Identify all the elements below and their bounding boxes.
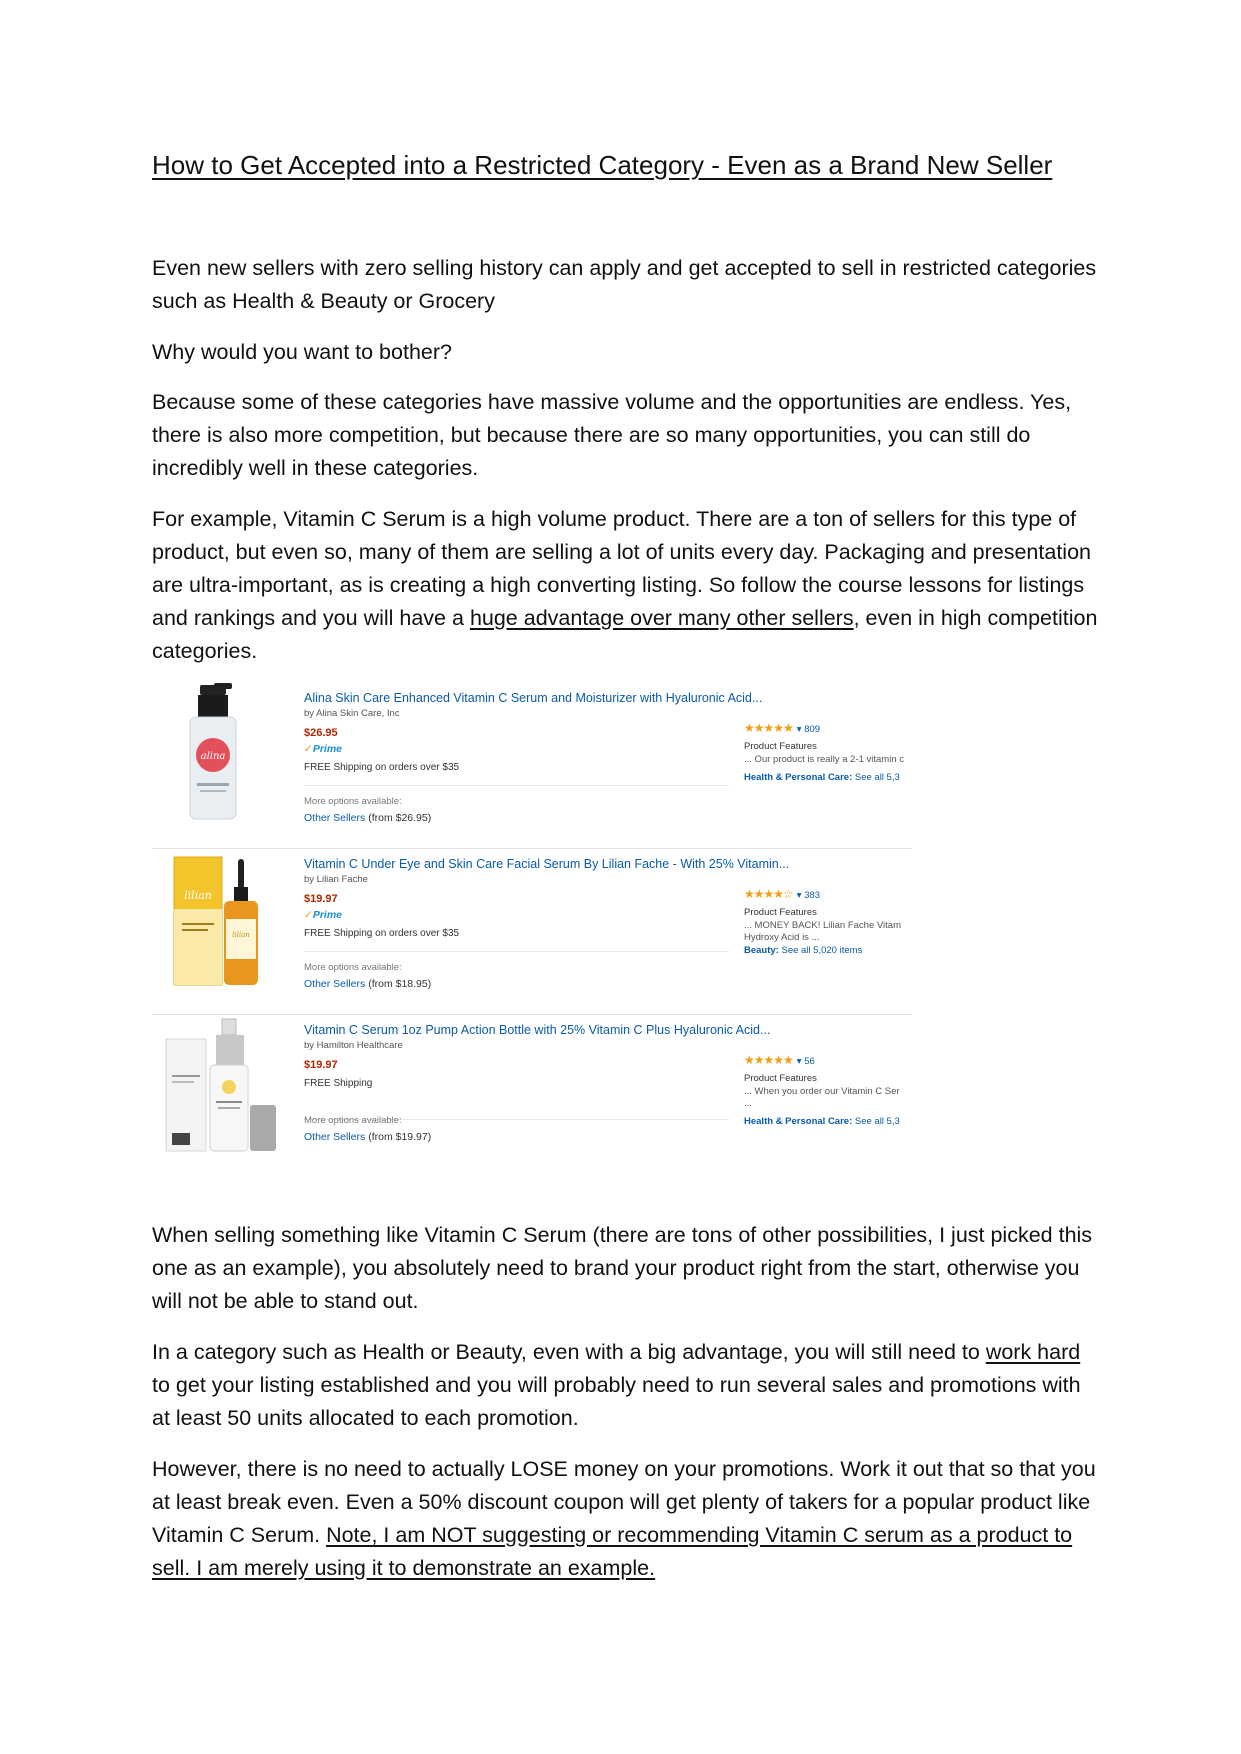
paragraph-branding: When selling something like Vitamin C Serum (there are tons of other possibilities, I just picked this one as an example), you absolutely need to brand your product right from the start, otherwise you will not be able to stand out. [152, 1223, 1093, 1313]
pump-bottle-with-box-icon [152, 1015, 280, 1155]
category-link[interactable] [744, 945, 912, 956]
rating[interactable] [744, 719, 820, 737]
other-sellers [304, 978, 431, 990]
star-rating-icon: ★★★★★ [744, 1053, 793, 1067]
product-feature-snippet: ... When you order our Vitamin C Ser [744, 1086, 900, 1097]
product-title-link[interactable]: Alina Skin Care Enhanced Vitamin C Serum and Moisturizer with Hyaluronic Acid... [304, 691, 763, 705]
paragraph-work-hard [152, 1336, 1102, 1435]
divider [304, 951, 729, 952]
product-features-heading: Product Features [744, 741, 817, 752]
review-count[interactable]: ▾ 383 [796, 890, 821, 901]
underlined-work-hard: work hard [985, 1340, 1081, 1364]
lilian-fache-box-dropper-icon [152, 849, 280, 989]
other-sellers [304, 1131, 431, 1143]
category-see-all[interactable]: See all 5,3 [854, 1116, 900, 1127]
prime-check-icon: ✓ [304, 909, 313, 921]
more-options-label: More options available: [304, 962, 402, 973]
paragraph-example [152, 503, 1102, 668]
product-feature-snippet-2: ... [744, 1098, 752, 1109]
svg-text:lilian: lilian [232, 931, 250, 939]
product-features-heading: Product Features [744, 907, 817, 918]
paragraph-promotions-text: However, there is no need to actually LOSE money on your promotions. Work it out that so that you at least break even. Even a 50% discount coupon will get plenty of takers for a popular product like Vitamin C Serum. [152, 1457, 1096, 1547]
category-label: Health & Personal Care: [744, 1116, 853, 1127]
category-link[interactable] [744, 1116, 912, 1127]
product-feature-snippet-2: Hydroxy Acid is ... [744, 932, 820, 943]
product-price: $19.97 [304, 893, 338, 905]
divider [304, 785, 729, 786]
page-title: How to Get Accepted into a Restricted Category - Even as a Brand New Seller [152, 150, 1053, 180]
product-brand: by Lilian Fache [304, 874, 368, 885]
star-rating-icon: ★★★★☆ [744, 887, 793, 901]
other-sellers-price: (from $19.97) [368, 1131, 432, 1143]
review-count[interactable]: ▾ 56 [796, 1056, 815, 1067]
product-features-heading: Product Features [744, 1073, 817, 1084]
shipping-info: FREE Shipping on orders over $35 [304, 928, 460, 939]
paragraph-example-text-b: , even in high competition categories. [152, 606, 1098, 663]
prime-badge [304, 743, 342, 755]
prime-label: Prime [312, 743, 342, 755]
other-sellers [304, 812, 431, 824]
underlined-advantage: huge advantage over many other sellers [469, 606, 854, 630]
rating[interactable] [744, 1051, 815, 1069]
more-options-label: More options available: [304, 796, 402, 807]
svg-text:alina: alina [200, 751, 226, 762]
paragraph-example-text-a: For example, Vitamin C Serum is a high volume product. There are a ton of sellers for this type of product, but even so, many of them are selling a lot of units every day. Packaging and presentation are ultra-important, as is creating a high converting listing. So follow the course lessons for listings and rankings and you will have a [152, 507, 1091, 630]
product-feature-snippet: ... Our product is really a 2-1 vitamin c [744, 754, 904, 765]
paragraph-volume: Because some of these categories have massive volume and the opportunities are endless. Yes, there is also more competition, but because there are so many opportunities, you can still do incredibly well in these categories. [152, 390, 1072, 480]
paragraph-work-hard-text-b: to get your listing established and you will probably need to run several sales and promotions with at least 50 units allocated to each promotion. [152, 1373, 1081, 1430]
shipping-info: FREE Shipping [304, 1078, 373, 1089]
product-listing[interactable] [152, 1015, 912, 1180]
more-options-label: More options available: [304, 1115, 402, 1126]
prime-check-icon: ✓ [304, 743, 313, 755]
shipping-info: FREE Shipping on orders over $35 [304, 762, 460, 773]
product-title-link[interactable]: Vitamin C Serum 1oz Pump Action Bottle with 25% Vitamin C Plus Hyaluronic Acid... [304, 1023, 771, 1037]
other-sellers-price: (from $26.95) [368, 812, 432, 824]
category-see-all[interactable]: See all 5,020 items [781, 945, 863, 956]
product-title-link[interactable]: Vitamin C Under Eye and Skin Care Facial Serum By Lilian Fache - With 25% Vitamin... [304, 857, 790, 871]
product-price: $26.95 [304, 727, 338, 739]
product-price: $19.97 [304, 1059, 338, 1071]
review-count[interactable]: ▾ 809 [796, 724, 821, 735]
paragraph-work-hard-text-a: In a category such as Health or Beauty, even with a big advantage, you will still need to [152, 1340, 986, 1364]
other-sellers-link[interactable]: Other Sellers [304, 1131, 366, 1143]
category-label: Health & Personal Care: [744, 772, 853, 783]
alina-serum-bottle-icon [152, 683, 280, 823]
product-listing[interactable] [152, 849, 912, 1014]
product-brand: by Hamilton Healthcare [304, 1040, 403, 1051]
product-feature-snippet: ... MONEY BACK! Lilian Fache Vitam [744, 920, 901, 931]
other-sellers-link[interactable]: Other Sellers [304, 812, 366, 824]
star-rating-icon: ★★★★★ [744, 721, 793, 735]
underlined-disclaimer: Note, I am NOT suggesting or recommending Vitamin C serum as a product to sell. I am merely using it to demonstrate an example. [152, 1523, 1073, 1580]
prime-badge [304, 909, 342, 921]
paragraph-question: Why would you want to bother? [152, 340, 452, 364]
other-sellers-price: (from $18.95) [368, 978, 432, 990]
prime-label: Prime [312, 909, 342, 921]
rating[interactable] [744, 885, 820, 903]
product-listing[interactable] [152, 683, 912, 848]
other-sellers-link[interactable]: Other Sellers [304, 978, 366, 990]
category-link[interactable] [744, 772, 912, 783]
paragraph-promotions [152, 1453, 1102, 1585]
svg-text:lilian: lilian [184, 889, 212, 902]
product-brand: by Alina Skin Care, Inc [304, 708, 400, 719]
category-see-all[interactable]: See all 5,3 [854, 772, 900, 783]
category-label: Beauty: [744, 945, 779, 956]
paragraph-intro: Even new sellers with zero selling history can apply and get accepted to sell in restricted categories such as Health & Beauty or Grocery [152, 256, 1097, 313]
